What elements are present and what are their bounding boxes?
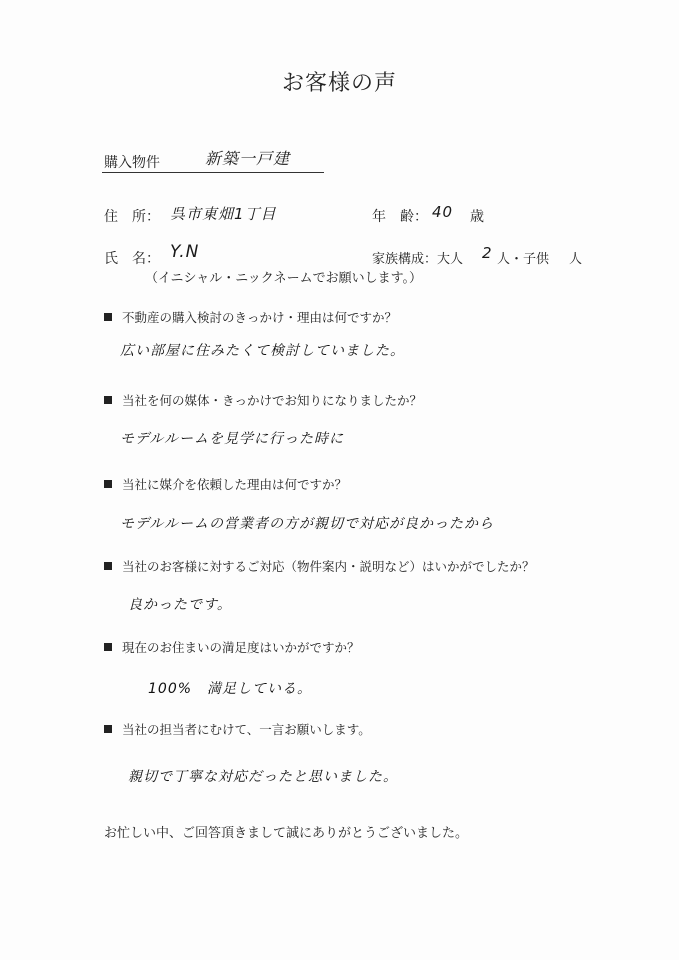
address-value: 呉市東畑1丁目 <box>170 205 277 223</box>
property-underline <box>102 172 324 173</box>
name-value: Y.N <box>170 242 200 262</box>
answer-5: 100% 満足している。 <box>148 681 313 697</box>
address-label: 住 所： <box>104 209 160 225</box>
family-children-unit: 人 <box>569 252 583 267</box>
answer-1: 広い部屋に住みたくて検討していました。 <box>120 343 405 359</box>
property-label: 購入物件 <box>104 155 160 171</box>
age-label: 年 齢： <box>372 209 428 225</box>
family-label: 家族構成：大人 <box>372 252 464 267</box>
closing-message: お忙しい中、ご回答頂きまして誠にありがとうございました。 <box>104 826 469 841</box>
age-unit: 歳 <box>470 209 484 225</box>
question-bullet <box>104 313 112 321</box>
question-bullet <box>104 643 112 651</box>
age-value: 40 <box>432 203 454 221</box>
family-adults-unit: 人・子供 <box>497 252 550 267</box>
answer-6: 親切で丁寧な対応だったと思いました。 <box>128 769 398 785</box>
answer-4: 良かったです。 <box>128 597 232 613</box>
answer-3: モデルルームの営業者の方が親切で対応が良かったから <box>120 516 494 532</box>
question-bullet <box>104 396 112 404</box>
question-bullet <box>104 725 112 733</box>
answer-2: モデルルームを見学に行った時に <box>120 431 344 447</box>
family-adults: 2 <box>482 244 493 262</box>
question-bullet <box>104 480 112 488</box>
question-5: 現在のお住まいの満足度はいかがですか？ <box>122 640 360 655</box>
page-title: お客様の声 <box>281 71 397 96</box>
property-value: 新築一戸建 <box>205 149 291 168</box>
name-label: 氏 名： <box>104 251 160 267</box>
question-2: 当社を何の媒体・きっかけでお知りになりましたか？ <box>122 393 423 408</box>
question-6: 当社の担当者にむけて、一言お願いします。 <box>122 722 371 737</box>
question-bullet <box>104 562 112 570</box>
question-3: 当社に媒介を依頼した理由は何ですか？ <box>122 477 348 492</box>
question-1: 不動産の購入検討のきっかけ・理由は何ですか？ <box>122 310 398 325</box>
name-note: （イニシャル・ニックネームでお願いします。） <box>145 271 423 286</box>
question-4: 当社のお客様に対するご対応（物件案内・説明など）はいかがでしたか？ <box>122 559 535 574</box>
